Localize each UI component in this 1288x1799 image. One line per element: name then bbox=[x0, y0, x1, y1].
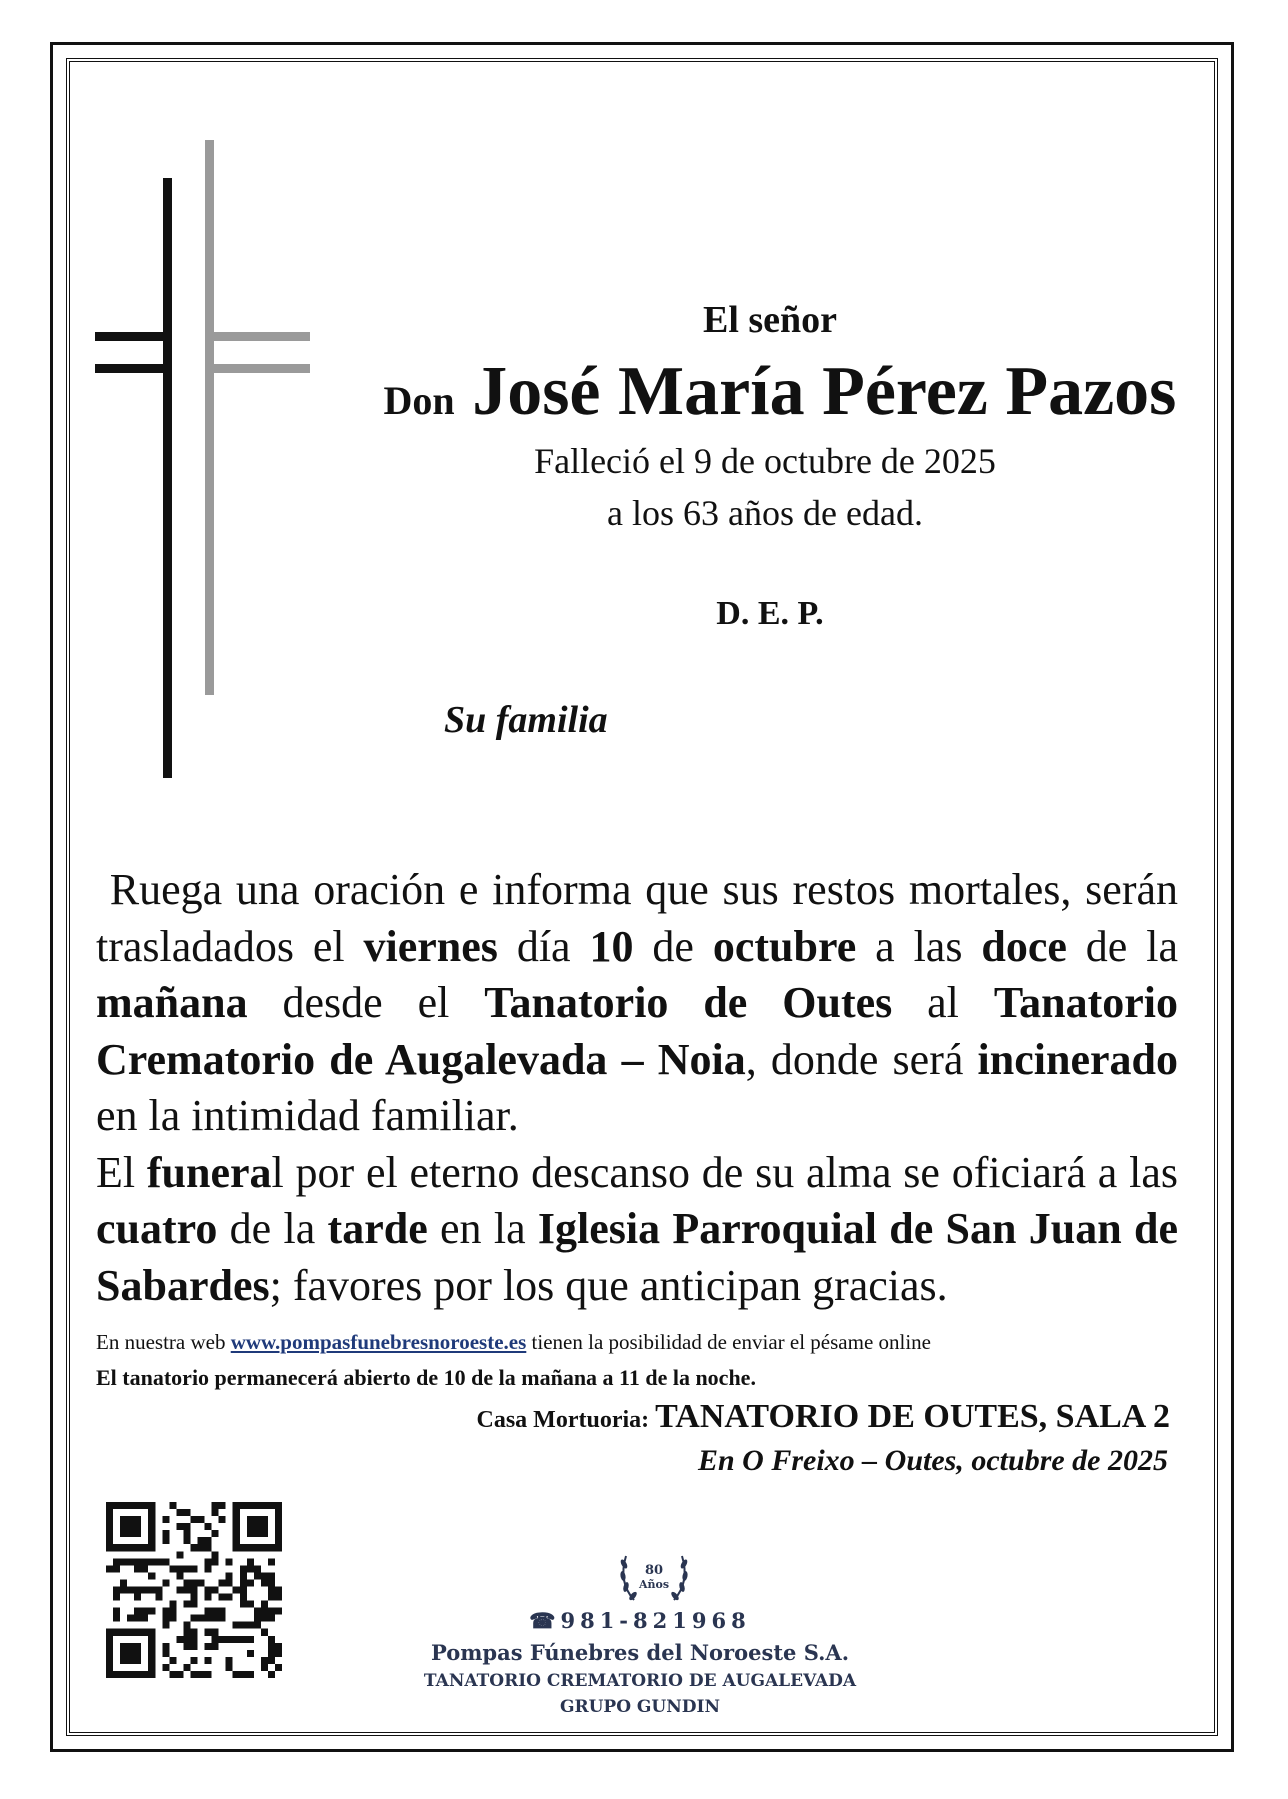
web-condolence-line bbox=[96, 1330, 1178, 1355]
announcement-segment: El bbox=[96, 1147, 147, 1197]
phone-icon: ☎ bbox=[529, 1608, 561, 1633]
place-date: En O Freixo – Outes, octubre de 2025 bbox=[697, 1444, 1168, 1477]
website-link[interactable]: www.pompasfunebresnoroeste.es bbox=[230, 1330, 527, 1354]
announcement-segment: funera bbox=[146, 1147, 272, 1197]
announcement-segment: a las bbox=[856, 921, 982, 971]
announcement-segment: doce bbox=[981, 921, 1067, 971]
announcement-segment: de bbox=[633, 921, 713, 971]
phone-number[interactable]: 981-821968 bbox=[560, 1608, 751, 1633]
cross-icon bbox=[95, 140, 310, 840]
phone-line bbox=[380, 1608, 900, 1633]
company-name: Pompas Fúnebres del Noroeste S.A. bbox=[430, 1640, 850, 1665]
announcement-segment: cuatro bbox=[96, 1204, 218, 1253]
web-before: En nuestra web bbox=[96, 1330, 231, 1354]
announcement-segment: en la bbox=[427, 1204, 538, 1253]
badge-word: Años bbox=[638, 1578, 670, 1591]
dep-text: D. E. P. bbox=[716, 595, 824, 632]
announcement-segment: en la intimidad familiar. bbox=[96, 1091, 519, 1140]
announcement-segment: día bbox=[497, 921, 590, 971]
announcement-segment: mañana bbox=[96, 978, 248, 1027]
badge-number: 80 bbox=[644, 1563, 664, 1578]
announcement-segment: 10 bbox=[589, 921, 634, 971]
funeral-home bbox=[477, 1398, 1171, 1436]
qr-code-icon[interactable] bbox=[106, 1502, 282, 1678]
announcement-segment: de la bbox=[217, 1204, 328, 1253]
announcement-segment: incinerado bbox=[977, 1034, 1178, 1084]
announcement-segment: tarde bbox=[327, 1204, 428, 1253]
announcement-segment: de la bbox=[1066, 921, 1178, 971]
age-line: a los 63 años de edad. bbox=[607, 493, 923, 533]
opening-hours: El tanatorio permanecerá abierto de 10 de la mañana a 11 de la noche. bbox=[96, 1365, 756, 1390]
announcement-paragraph-2 bbox=[96, 1145, 1178, 1315]
announcement-segment: Ruega una oración e informa que sus restos mortales, serán trasladados el bbox=[96, 865, 1179, 971]
anniversary-badge-icon bbox=[612, 1530, 696, 1614]
group-name: GRUPO GUNDIN bbox=[559, 1697, 721, 1717]
announcement-segment: Tanatorio de Outes bbox=[484, 978, 893, 1027]
funeral-home-value: TANATORIO DE OUTES, SALA 2 bbox=[655, 1398, 1170, 1435]
announcement-segment: Iglesia Parroquial de San Juan de Sabardes bbox=[96, 1204, 1178, 1310]
announcement-paragraph-1 bbox=[96, 862, 1178, 1145]
family-signature: Su familia bbox=[444, 699, 608, 741]
web-after: tienen la posibilidad de enviar el pésame online bbox=[526, 1330, 931, 1354]
announcement-segment: desde el bbox=[247, 978, 485, 1027]
opening-hours-text: El tanatorio permanecerá abierto de 10 de la mañana a 11 de la noche bbox=[96, 1365, 751, 1390]
announcement-segment: octubre bbox=[712, 921, 857, 971]
announcement-segment: l por el eterno descanso de su alma se oficiará a las bbox=[271, 1147, 1178, 1197]
death-date: Falleció el 9 de octubre de 2025 bbox=[534, 441, 996, 481]
announcement-segment: viernes bbox=[363, 921, 498, 971]
title-senor: El señor bbox=[702, 299, 838, 341]
funeral-home-label: Casa Mortuoria: bbox=[476, 1407, 656, 1433]
name-text: José María Pérez Pazos bbox=[472, 353, 1177, 430]
crematorium-name: TANATORIO CREMATORIO DE AUGALEVADA bbox=[423, 1671, 857, 1691]
announcement-segment: ; favores por los que anticipan gracias. bbox=[269, 1260, 948, 1310]
announcement-segment: , donde será bbox=[745, 1034, 978, 1084]
name-prefix: Don bbox=[383, 378, 455, 423]
deceased-name bbox=[330, 352, 1230, 432]
announcement-body bbox=[96, 862, 1178, 1314]
announcement-segment: al bbox=[892, 978, 994, 1027]
announcement-segment: Tanatorio Crematorio de Augalevada – Noia bbox=[96, 978, 1178, 1084]
